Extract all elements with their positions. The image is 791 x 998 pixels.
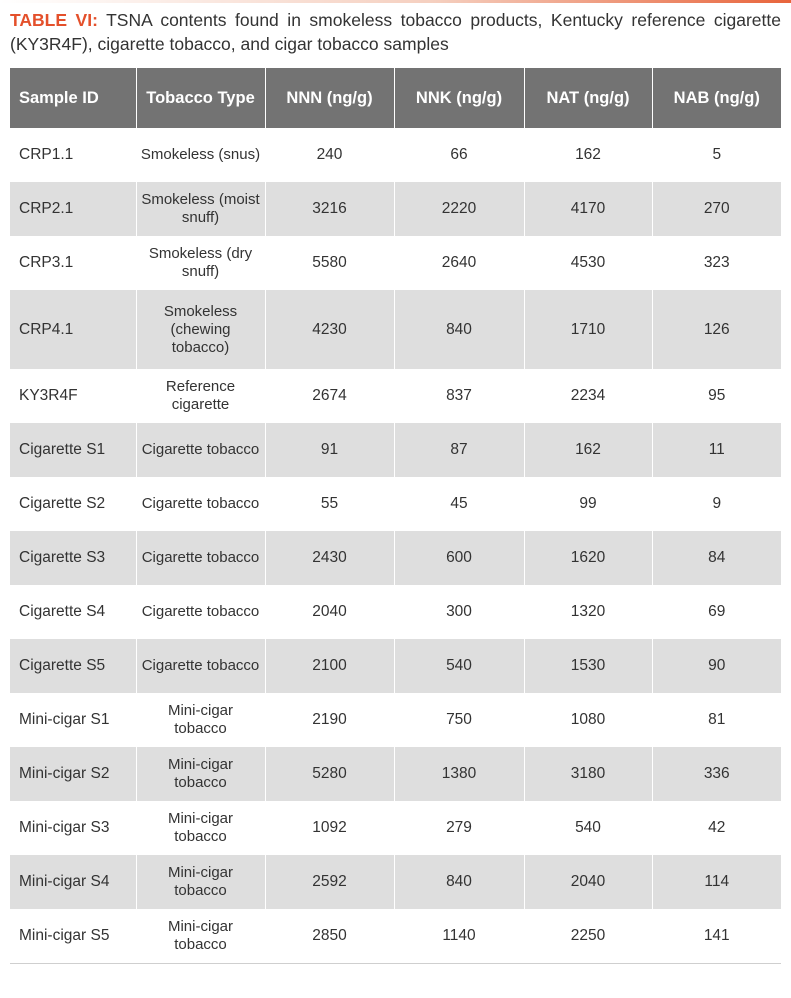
header-nnk: NNK (ng/g) (394, 68, 524, 128)
cell-nnk: 840 (394, 290, 524, 369)
cell-nnn: 91 (265, 423, 394, 477)
cell-nat: 1320 (524, 585, 652, 639)
table-row (10, 423, 781, 477)
cell-nnk: 87 (394, 423, 524, 477)
header-tobacco-type: Tobacco Type (136, 68, 265, 128)
header-nnn: NNN (ng/g) (265, 68, 394, 128)
cell-nab: 69 (652, 585, 781, 639)
cell-nat: 162 (524, 128, 652, 182)
cell-nnk: 837 (394, 369, 524, 423)
cell-nat: 1080 (524, 693, 652, 747)
cell-nnn: 2674 (265, 369, 394, 423)
cell-nnk: 2640 (394, 236, 524, 290)
cell-nat: 162 (524, 423, 652, 477)
table-row (10, 585, 781, 639)
cell-nab: 9 (652, 477, 781, 531)
cell-tobacco-type: Smokeless (chewing tobacco) (136, 290, 265, 369)
table-row (10, 236, 781, 290)
cell-nnk: 300 (394, 585, 524, 639)
table-row (10, 182, 781, 236)
cell-tobacco-type: Mini-cigar tobacco (136, 909, 265, 963)
cell-tobacco-type: Cigarette tobacco (136, 585, 265, 639)
cell-nnn: 55 (265, 477, 394, 531)
table-row (10, 693, 781, 747)
cell-nat: 2234 (524, 369, 652, 423)
header-sample-id: Sample ID (10, 68, 136, 128)
cell-sample-id: Mini-cigar S1 (10, 693, 136, 747)
cell-nat: 2040 (524, 855, 652, 909)
cell-nnk: 1140 (394, 909, 524, 963)
cell-sample-id: CRP4.1 (10, 290, 136, 369)
cell-nnk: 66 (394, 128, 524, 182)
cell-nnn: 5580 (265, 236, 394, 290)
table-row (10, 801, 781, 855)
cell-nat: 2250 (524, 909, 652, 963)
cell-nat: 1530 (524, 639, 652, 693)
table-caption-text: TSNA contents found in smokeless tobacco products, Kentucky reference cigarette (KY3R4F), cigarette tobacco, and cigar tobacco samples (10, 10, 781, 54)
cell-nnn: 1092 (265, 801, 394, 855)
table-row (10, 477, 781, 531)
cell-sample-id: Cigarette S5 (10, 639, 136, 693)
cell-nab: 95 (652, 369, 781, 423)
cell-nnk: 600 (394, 531, 524, 585)
header-nat: NAT (ng/g) (524, 68, 652, 128)
cell-nnn: 3216 (265, 182, 394, 236)
cell-sample-id: Mini-cigar S5 (10, 909, 136, 963)
cell-sample-id: CRP3.1 (10, 236, 136, 290)
cell-nnk: 840 (394, 855, 524, 909)
cell-nnn: 2040 (265, 585, 394, 639)
table-row (10, 290, 781, 369)
cell-nab: 323 (652, 236, 781, 290)
table-header (10, 68, 781, 128)
cell-tobacco-type: Smokeless (moist snuff) (136, 182, 265, 236)
cell-tobacco-type: Mini-cigar tobacco (136, 855, 265, 909)
cell-nat: 1710 (524, 290, 652, 369)
cell-nab: 84 (652, 531, 781, 585)
table-row (10, 639, 781, 693)
cell-nnn: 2100 (265, 639, 394, 693)
cell-nab: 126 (652, 290, 781, 369)
cell-tobacco-type: Smokeless (snus) (136, 128, 265, 182)
cell-nat: 1620 (524, 531, 652, 585)
cell-sample-id: Cigarette S4 (10, 585, 136, 639)
cell-sample-id: CRP2.1 (10, 182, 136, 236)
cell-sample-id: KY3R4F (10, 369, 136, 423)
cell-tobacco-type: Mini-cigar tobacco (136, 693, 265, 747)
cell-nnn: 5280 (265, 747, 394, 801)
cell-tobacco-type: Mini-cigar tobacco (136, 747, 265, 801)
cell-nnn: 240 (265, 128, 394, 182)
table-row (10, 128, 781, 182)
cell-nab: 5 (652, 128, 781, 182)
cell-nnk: 750 (394, 693, 524, 747)
cell-nnk: 45 (394, 477, 524, 531)
table-row (10, 369, 781, 423)
header-nab: NAB (ng/g) (652, 68, 781, 128)
cell-nnn: 2592 (265, 855, 394, 909)
cell-nat: 540 (524, 801, 652, 855)
table-row (10, 855, 781, 909)
cell-sample-id: Mini-cigar S4 (10, 855, 136, 909)
cell-nab: 270 (652, 182, 781, 236)
cell-sample-id: Cigarette S1 (10, 423, 136, 477)
cell-tobacco-type: Cigarette tobacco (136, 531, 265, 585)
cell-nnk: 2220 (394, 182, 524, 236)
cell-nat: 4170 (524, 182, 652, 236)
table-body (10, 128, 781, 963)
cell-tobacco-type: Cigarette tobacco (136, 423, 265, 477)
cell-nat: 4530 (524, 236, 652, 290)
table-row (10, 531, 781, 585)
cell-tobacco-type: Cigarette tobacco (136, 477, 265, 531)
cell-nnn: 2190 (265, 693, 394, 747)
header-row (10, 68, 781, 128)
cell-tobacco-type: Smokeless (dry snuff) (136, 236, 265, 290)
cell-tobacco-type: Reference cigarette (136, 369, 265, 423)
cell-nnk: 1380 (394, 747, 524, 801)
cell-nat: 99 (524, 477, 652, 531)
cell-tobacco-type: Cigarette tobacco (136, 639, 265, 693)
cell-nab: 90 (652, 639, 781, 693)
cell-sample-id: Cigarette S2 (10, 477, 136, 531)
table-row (10, 747, 781, 801)
cell-nab: 141 (652, 909, 781, 963)
cell-nnk: 279 (394, 801, 524, 855)
cell-sample-id: CRP1.1 (10, 128, 136, 182)
cell-sample-id: Cigarette S3 (10, 531, 136, 585)
cell-nab: 81 (652, 693, 781, 747)
cell-nnn: 4230 (265, 290, 394, 369)
cell-nnn: 2430 (265, 531, 394, 585)
cell-nnn: 2850 (265, 909, 394, 963)
cell-tobacco-type: Mini-cigar tobacco (136, 801, 265, 855)
cell-sample-id: Mini-cigar S3 (10, 801, 136, 855)
cell-nnk: 540 (394, 639, 524, 693)
cell-nat: 3180 (524, 747, 652, 801)
cell-sample-id: Mini-cigar S2 (10, 747, 136, 801)
cell-nab: 11 (652, 423, 781, 477)
table-caption (10, 8, 781, 56)
table-row (10, 909, 781, 963)
cell-nab: 42 (652, 801, 781, 855)
cell-nab: 114 (652, 855, 781, 909)
cell-nab: 336 (652, 747, 781, 801)
table-label: TABLE VI: (10, 10, 98, 30)
top-accent-bar (0, 0, 791, 3)
tsna-table (10, 68, 781, 964)
